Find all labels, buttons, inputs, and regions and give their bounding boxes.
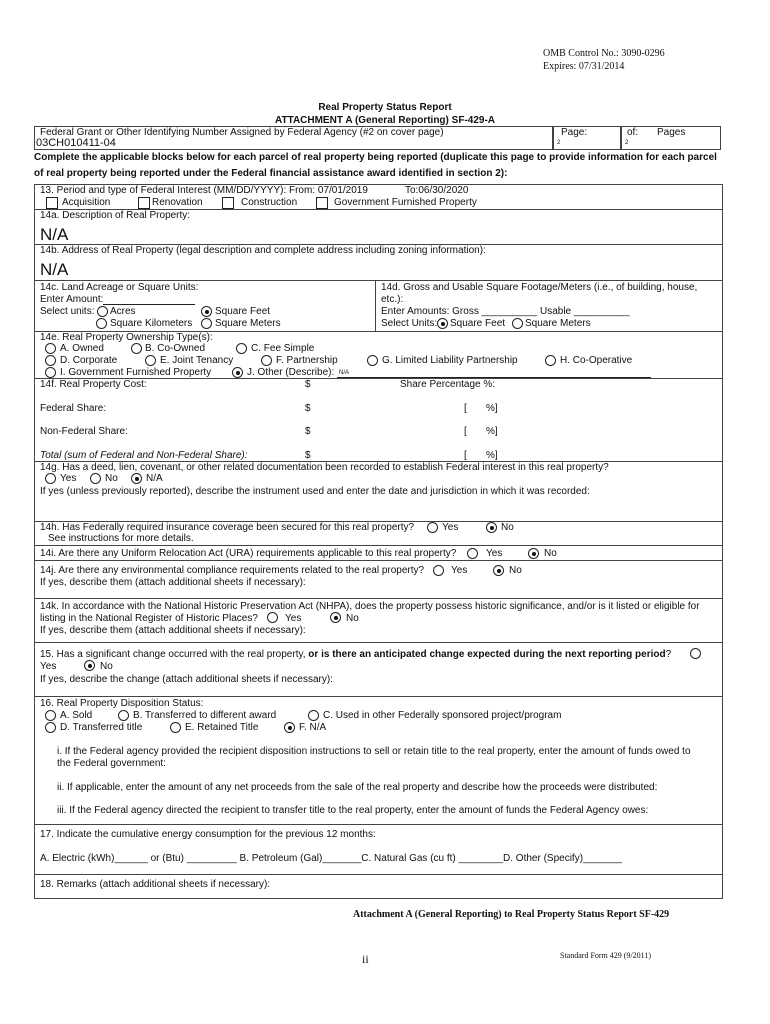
q14k-if-yes: If yes, describe them (attach additional sheets if necessary): [40, 625, 306, 636]
q14g-na-radio[interactable] [131, 473, 142, 484]
d-square-meters-label: Square Meters [525, 318, 591, 329]
llp-radio[interactable] [367, 355, 378, 366]
q14k-yes-radio[interactable] [267, 612, 278, 623]
q15-yes-label: Yes [40, 661, 57, 672]
non-federal-share-percent[interactable]: %] [486, 426, 498, 437]
used-other-project-radio[interactable] [308, 710, 319, 721]
page-number: ii [362, 952, 369, 966]
co-operative-label: H. Co-Operative [560, 355, 633, 366]
square-meters-radio[interactable] [201, 318, 212, 329]
d-square-feet-radio[interactable] [437, 318, 448, 329]
transferred-award-label: B. Transferred to different award [133, 710, 277, 721]
of-label: of: [627, 127, 639, 138]
q18-label: 18. Remarks (attach additional sheets if necessary): [40, 879, 271, 890]
q15-label: 15. Has a significant change occurred with the real property, or is there an anticipated change expected during the next reporting period? [40, 649, 672, 660]
divider [34, 642, 722, 643]
joint-tenancy-label: E. Joint Tenancy [160, 355, 234, 366]
q14i-label: 14i. Are there any Uniform Relocation Act (URA) requirements applicable to this real property? [40, 548, 457, 559]
transferred-title-label: D. Transferred title [60, 722, 143, 733]
federal-share-percent[interactable]: %] [486, 403, 498, 414]
q14g-na-label: N/A [146, 473, 163, 484]
non-federal-share-bracket: [ [464, 426, 467, 437]
q14k-no-radio[interactable] [330, 612, 341, 623]
acquisition-label: Acquisition [62, 197, 111, 208]
q14g-if-yes: If yes (unless previously reported), describe the instrument used and enter the date and jurisdiction in which it was recorded: [40, 486, 590, 497]
q14h-yes-radio[interactable] [427, 522, 438, 533]
divider [375, 280, 376, 331]
q15-yes-radio[interactable] [690, 648, 701, 659]
disposition-na-radio[interactable] [284, 722, 295, 733]
other-describe-label: J. Other (Describe): [247, 367, 335, 378]
instructions-line-1: Complete the applicable blocks below for each parcel of real property being reported (duplicate this page to provide information for each parcel [34, 152, 717, 163]
q13-to-date[interactable]: To:06/30/2020 [405, 185, 469, 196]
llp-label: G. Limited Liability Partnership [382, 355, 518, 366]
partnership-radio[interactable] [261, 355, 272, 366]
square-kilometers-radio[interactable] [96, 318, 107, 329]
q14d-label-cont: etc.): [381, 294, 404, 305]
q14k-yes-label: Yes [285, 613, 302, 624]
q14d-select-units-label: Select Units: [381, 318, 438, 329]
construction-checkbox[interactable] [222, 197, 234, 209]
acres-label: Acres [110, 306, 136, 317]
fee-simple-radio[interactable] [236, 343, 247, 354]
government-furnished-property-label: I. Government Furnished Property [60, 367, 212, 378]
q14g-label: 14g. Has a deed, lien, covenant, or other related documentation been recorded to establish Federal interest in this real property? [40, 462, 609, 473]
government-furnished-property-radio[interactable] [45, 367, 56, 378]
page-value[interactable]: 2 [557, 140, 561, 146]
q17-energy-fields[interactable]: A. Electric (kWh)______ or (Btu) _________ B. Petroleum (Gal)_______C. Natural Gas (cu ft) ________D. Other (Specify)_______ [40, 853, 622, 864]
q14j-yes-label: Yes [451, 565, 468, 576]
owned-label: A. Owned [60, 343, 104, 354]
square-feet-radio[interactable] [201, 306, 212, 317]
co-owned-radio[interactable] [131, 343, 142, 354]
renovation-checkbox[interactable] [138, 197, 150, 209]
divider [34, 598, 722, 599]
q14h-see-instructions: See instructions for more details. [48, 533, 194, 544]
divider [34, 545, 722, 546]
q15-if-yes: If yes, describe the change (attach additional sheets if necessary): [40, 674, 333, 685]
q13-label: 13. Period and type of Federal Interest (MM/DD/YYYY): From: 07/01/2019 [40, 185, 368, 196]
corporate-radio[interactable] [45, 355, 56, 366]
joint-tenancy-radio[interactable] [145, 355, 156, 366]
total-share-label: Total (sum of Federal and Non-Federal Share): [40, 450, 248, 461]
q14c-select-units-label: Select units: [40, 306, 95, 317]
attachment-footer: Attachment A (General Reporting) to Real Property Status Report SF-429 [353, 909, 670, 920]
divider [34, 280, 722, 281]
share-percentage-label: Share Percentage %: [400, 379, 496, 390]
co-owned-label: B. Co-Owned [145, 343, 206, 354]
omb-control-number: OMB Control No.: 3090-0296 [543, 48, 665, 59]
divider [34, 696, 722, 697]
q15-no-radio[interactable] [84, 660, 95, 671]
q14c-enter-amount-label: Enter Amount: [40, 294, 104, 305]
cost-dollar-sign: $ [305, 379, 311, 390]
renovation-label: Renovation [152, 197, 203, 208]
federal-share-bracket: [ [464, 403, 467, 414]
q14i-no-label: No [544, 548, 557, 559]
form-title: Real Property Status Report [318, 102, 452, 113]
corporate-label: D. Corporate [60, 355, 118, 366]
form-number: Standard Form 429 (9/2011) [560, 951, 652, 960]
q14g-yes-label: Yes [60, 473, 77, 484]
square-meters-label: Square Meters [215, 318, 281, 329]
grant-number-label: Federal Grant or Other Identifying Number Assigned by Federal Agency (#2 on cover page) [40, 127, 444, 138]
q14g-no-label: No [105, 473, 118, 484]
q14j-yes-radio[interactable] [433, 565, 444, 576]
q14a-label: 14a. Description of Real Property: [40, 210, 191, 221]
q16-ii-text: ii. If applicable, enter the amount of any net proceeds from the sale of the real property and describe how the proceeds were distributed: [57, 782, 658, 793]
q14k-no-label: No [346, 613, 359, 624]
q14i-yes-radio[interactable] [467, 548, 478, 559]
square-feet-label: Square Feet [215, 306, 271, 317]
federal-share-label: Federal Share: [40, 403, 107, 414]
q14a-value[interactable]: N/A [40, 225, 69, 244]
federal-share-dollar[interactable]: $ [305, 403, 311, 414]
q14c-amount-field[interactable] [103, 304, 195, 305]
divider [34, 874, 722, 875]
d-square-feet-label: Square Feet [450, 318, 506, 329]
q14k-label-cont: listing in the National Register of Historic Places? [40, 613, 258, 624]
retained-title-label: E. Retained Title [185, 722, 259, 733]
q14h-yes-label: Yes [442, 522, 459, 533]
q14j-if-yes: If yes, describe them (attach additional sheets if necessary): [40, 577, 306, 588]
pages-label: Pages [657, 127, 686, 138]
form-subtitle: ATTACHMENT A (General Reporting) SF-429-A [274, 115, 495, 126]
q16-i-text-cont: the Federal government: [57, 758, 166, 769]
other-describe-value[interactable]: N/A [339, 370, 350, 376]
instructions-line-2: of real property being reported under the Federal financial assistance award identified in section 2): [34, 168, 508, 179]
used-other-project-label: C. Used in other Federally sponsored project/program [323, 710, 562, 721]
non-federal-share-label: Non-Federal Share: [40, 426, 128, 437]
disposition-na-label: F. N/A [299, 722, 327, 733]
q14g-yes-radio[interactable] [45, 473, 56, 484]
grant-number-value[interactable]: 03CH010411-04 [36, 137, 116, 149]
co-operative-radio[interactable] [545, 355, 556, 366]
other-describe-radio[interactable] [232, 367, 243, 378]
q14k-label: 14k. In accordance with the National Historic Preservation Act (NHPA), does the property possess historic significance, and/or is it listed or eligible for [40, 601, 700, 612]
square-kilometers-label: Square Kilometers [110, 318, 193, 329]
transferred-title-radio[interactable] [45, 722, 56, 733]
retained-title-radio[interactable] [170, 722, 181, 733]
sold-label: A. Sold [60, 710, 93, 721]
q14j-label: 14j. Are there any environmental compliance requirements related to the real property? [40, 565, 425, 576]
government-furnished-label: Government Furnished Property [334, 197, 477, 208]
q14b-value[interactable]: N/A [40, 260, 69, 279]
construction-label: Construction [241, 197, 298, 208]
q14i-no-radio[interactable] [528, 548, 539, 559]
government-furnished-checkbox[interactable] [316, 197, 328, 209]
q16-i-text: i. If the Federal agency provided the recipient disposition instructions to sell or retain title to the real property, enter the amount of funds owed to [57, 746, 691, 757]
q14h-no-label: No [501, 522, 514, 533]
page-label: Page: [561, 127, 588, 138]
q14j-no-radio[interactable] [493, 565, 504, 576]
q14h-label: 14h. Has Federally required insurance coverage been secured for this real property? [40, 522, 415, 533]
q14h-no-radio[interactable] [486, 522, 497, 533]
q14f-label: 14f. Real Property Cost: [40, 379, 147, 390]
transferred-award-radio[interactable] [118, 710, 129, 721]
divider [34, 560, 722, 561]
owned-radio[interactable] [45, 343, 56, 354]
q14e-label: 14e. Real Property Ownership Type(s): [40, 332, 213, 343]
q14b-label: 14b. Address of Real Property (legal description and complete address including zoning information): [40, 245, 486, 256]
divider [34, 824, 722, 825]
q14d-enter-amounts[interactable]: Enter Amounts: Gross __________ Usable __________ [381, 306, 630, 317]
of-pages-value[interactable]: 2 [625, 140, 629, 146]
q17-label: 17. Indicate the cumulative energy consumption for the previous 12 months: [40, 829, 376, 840]
q14c-label: 14c. Land Acreage or Square Units: [40, 282, 199, 293]
sold-radio[interactable] [45, 710, 56, 721]
acquisition-checkbox[interactable] [46, 197, 58, 209]
partnership-label: F. Partnership [276, 355, 338, 366]
q16-label: 16. Real Property Disposition Status: [40, 698, 204, 709]
total-share-dollar[interactable]: $ [305, 450, 311, 461]
q15-no-label: No [100, 661, 113, 672]
q14d-label: 14d. Gross and Usable Square Footage/Meters (i.e., of building, house, [381, 282, 698, 293]
q14g-no-radio[interactable] [90, 473, 101, 484]
d-square-meters-radio[interactable] [512, 318, 523, 329]
acres-radio[interactable] [97, 306, 108, 317]
fee-simple-label: C. Fee Simple [251, 343, 315, 354]
omb-expiration: Expires: 07/31/2014 [543, 61, 625, 72]
q14i-yes-label: Yes [486, 548, 503, 559]
total-share-bracket: [ [464, 450, 467, 461]
q14j-no-label: No [509, 565, 522, 576]
q16-iii-text: iii. If the Federal agency directed the recipient to transfer title to the real property, enter the amount of funds the Federal Agency owes: [57, 805, 649, 816]
non-federal-share-dollar[interactable]: $ [305, 426, 311, 437]
total-share-percent[interactable]: %] [486, 450, 498, 461]
